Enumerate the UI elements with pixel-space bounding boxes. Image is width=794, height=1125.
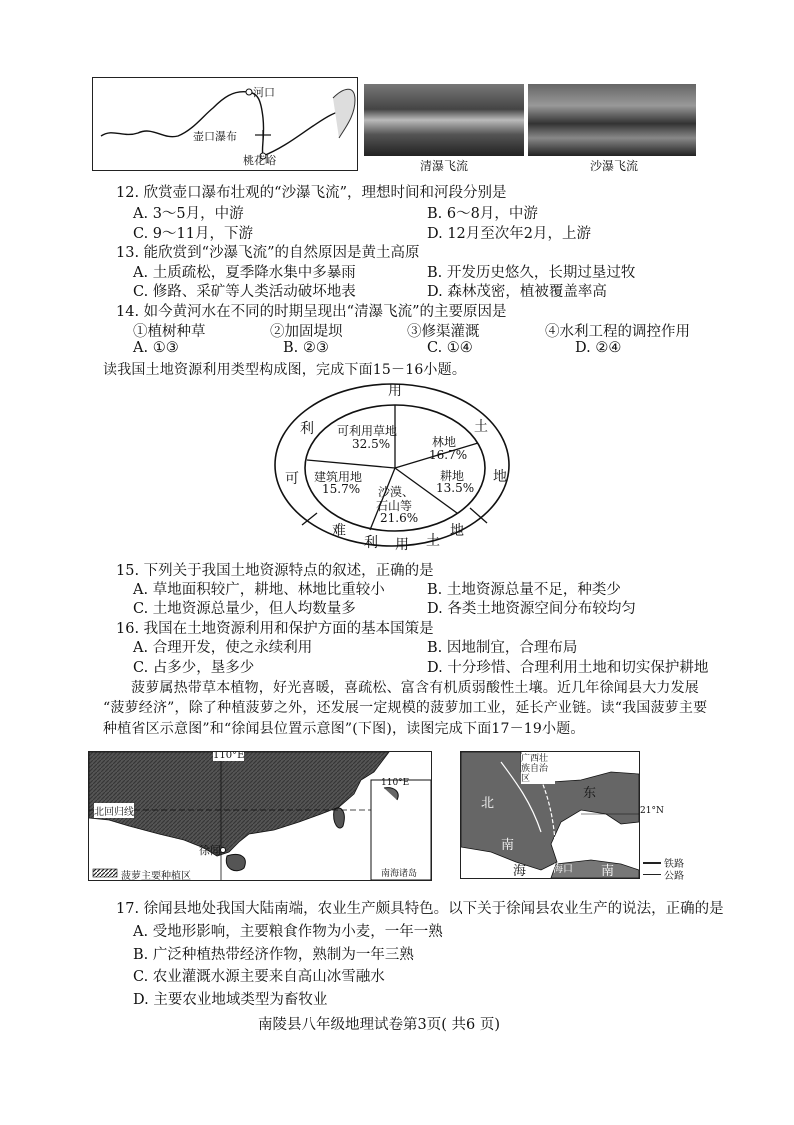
pie-char-li2: 利 <box>364 535 378 551</box>
para-17-19-line3: 种植省区示意图”和“徐闻县位置示意图”(下图)，读图完成下面17－19小题。 <box>103 721 585 737</box>
right-map-lat: 21°N <box>640 806 664 816</box>
pie-char-di: 地 <box>493 469 507 485</box>
slice-value-farmland: 13.5% <box>436 481 475 495</box>
pie-char-tu2: 土 <box>426 533 440 549</box>
pie-char-yong2: 用 <box>395 537 409 553</box>
q13-option-a: A. 土质疏松，夏季降水集中多暴雨 <box>133 265 356 281</box>
right-map-hai: 海 <box>513 864 527 879</box>
q12-option-a: A. 3～5月，中游 <box>133 206 244 222</box>
q16-stem: 16. 我国在土地资源利用和保护方面的基本国策是 <box>116 621 434 637</box>
q17-option-a: A. 受地形影响，主要粮食作物为小麦，一年一熟 <box>133 924 443 940</box>
right-map-nan2: 南 <box>601 864 615 879</box>
q13-option-d: D. 森林茂密，植被覆盖率高 <box>427 284 607 300</box>
q13-stem: 13. 能欣赏到“沙瀑飞流”的自然原因是黄土高原 <box>116 245 420 261</box>
land-use-diagram <box>272 380 512 553</box>
legend-road-line <box>643 874 661 875</box>
q14-item-1: ①植树种草 <box>133 324 206 340</box>
q14-item-4: ④水利工程的调控作用 <box>545 324 690 340</box>
slice-value-grassland: 32.5% <box>352 437 391 451</box>
photo-caption-clear: 清瀑飞流 <box>420 159 469 173</box>
slice-label-desert-2: 石山等 <box>376 499 413 513</box>
legend-rail-line <box>643 862 661 864</box>
pie-char-di2: 地 <box>450 523 464 539</box>
slice-value-desert: 21.6% <box>380 511 419 525</box>
q16-option-c: C. 占多少，垦多少 <box>133 660 255 676</box>
pineapple-provinces-map-svg <box>89 752 431 880</box>
q14-option-c: C. ①④ <box>427 340 473 356</box>
photo-clear-waterfall <box>364 84 524 156</box>
left-map-inset-lon: 110°E <box>381 778 410 788</box>
q12-option-d: D. 12月至次年2月，上游 <box>427 226 592 242</box>
para-17-19-line1: 菠萝属热带草本植物，好光喜暖，喜疏松、富含有机质弱酸性土壤。近几年徐闻县大力发展 <box>131 680 699 696</box>
q17-option-d: D. 主要农业地域类型为畜牧业 <box>133 992 328 1008</box>
q16-option-a: A. 合理开发，使之永续利用 <box>133 640 313 656</box>
map-label-hukou: 壶口瀑布 <box>193 130 237 143</box>
pineapple-provinces-map <box>88 751 432 881</box>
q14-option-d: D. ②④ <box>575 340 622 356</box>
pie-char-yong: 用 <box>388 383 402 399</box>
slice-label-construction: 建筑用地 <box>314 470 363 484</box>
q14-item-2: ②加固堤坝 <box>270 324 343 340</box>
q15-option-a: A. 草地面积较广，耕地、林地比重较小 <box>133 582 385 598</box>
q16-option-d: D. 十分珍惜、合理利用土地和切实保护耕地 <box>427 660 709 676</box>
photo-sand-waterfall <box>528 84 696 156</box>
slice-label-desert-1: 沙漠、 <box>378 485 415 499</box>
yellow-river-map <box>92 77 358 171</box>
slice-value-construction: 15.7% <box>322 482 361 496</box>
map-label-hekou: 河口 <box>253 86 275 99</box>
right-map-nan: 南 <box>501 838 515 853</box>
pie-char-nan: 难 <box>332 523 346 539</box>
left-map-city-xuwen: 徐闻 <box>199 844 221 857</box>
q15-stem: 15. 下列关于我国土地资源特点的叙述，正确的是 <box>116 563 434 579</box>
right-map-haikou: 海口 <box>553 864 573 875</box>
slice-label-farmland: 耕地 <box>440 469 465 483</box>
right-map-bei: 北 <box>481 796 495 811</box>
q15-option-d: D. 各类土地资源空间分布较均匀 <box>427 601 636 617</box>
legend-road: 公路 <box>664 871 684 882</box>
q15-option-b: B. 土地资源总量不足，种类少 <box>427 582 621 598</box>
photo-caption-sand: 沙瀑飞流 <box>590 159 639 173</box>
right-map-region: 广西壮族自治区 <box>521 754 555 784</box>
slice-value-forest: 16.7% <box>429 448 468 462</box>
left-map-legend: 菠萝主要种植区 <box>121 871 191 881</box>
right-map-xuwen: 徐闻 <box>553 844 573 855</box>
legend-rail: 铁路 <box>664 859 684 870</box>
map-label-taohuayu: 桃花峪 <box>243 154 276 167</box>
q17-option-b: B. 广泛种植热带经济作物，熟制为一年三熟 <box>133 947 414 963</box>
left-map-inset-label: 南海诸岛 <box>381 869 418 879</box>
pie-char-tu: 土 <box>474 419 488 435</box>
page-footer: 南陵县八年级地理试卷第3页( 共6 页) <box>258 1017 500 1033</box>
q17-option-c: C. 农业灌溉水源主要来自高山冰雪融水 <box>133 969 385 985</box>
yellow-river-map-svg <box>93 78 357 170</box>
xuwen-location-map <box>460 751 640 879</box>
q15-option-c: C. 土地资源总量少，但人均数量多 <box>133 601 356 617</box>
q12-stem: 12. 欣赏壶口瀑布壮观的“沙瀑飞流”，理想时间和河段分别是 <box>116 185 507 201</box>
intro-15-16: 读我国土地资源利用类型构成图，完成下面15－16小题。 <box>103 362 467 378</box>
right-map-dong: 东 <box>583 786 597 801</box>
pie-char-li: 利 <box>300 421 314 437</box>
q16-option-b: B. 因地制宜，合理布局 <box>427 640 578 656</box>
q14-item-3: ③修渠灌溉 <box>407 324 480 340</box>
left-map-tropic: 北回归线 <box>94 803 134 818</box>
pie-char-ke: 可 <box>285 471 299 487</box>
q14-stem: 14. 如今黄河水在不同的时期呈现出“清瀑飞流”的主要原因是 <box>116 304 507 320</box>
q12-option-b: B. 6～8月，中游 <box>427 206 538 222</box>
para-17-19-line2: “菠萝经济”，除了种植菠萝之外，还发展一定规模的菠萝加工业，延长产业链。读“我国菠萝主要 <box>103 700 708 716</box>
q17-stem: 17. 徐闻县地处我国大陆南端，农业生产颇具特色。以下关于徐闻县农业生产的说法，正确的是 <box>116 901 724 917</box>
q14-option-b: B. ②③ <box>283 340 329 356</box>
q14-option-a: A. ①③ <box>133 340 179 356</box>
q12-option-c: C. 9～11月，下游 <box>133 226 253 242</box>
slice-label-forest: 林地 <box>432 435 457 449</box>
left-map-lon: 110°E <box>213 751 245 761</box>
slice-label-grassland: 可利用草地 <box>337 424 398 438</box>
q13-option-b: B. 开发历史悠久，长期过垦过牧 <box>427 265 636 281</box>
q13-option-c: C. 修路、采矿等人类活动破坏地表 <box>133 284 356 300</box>
